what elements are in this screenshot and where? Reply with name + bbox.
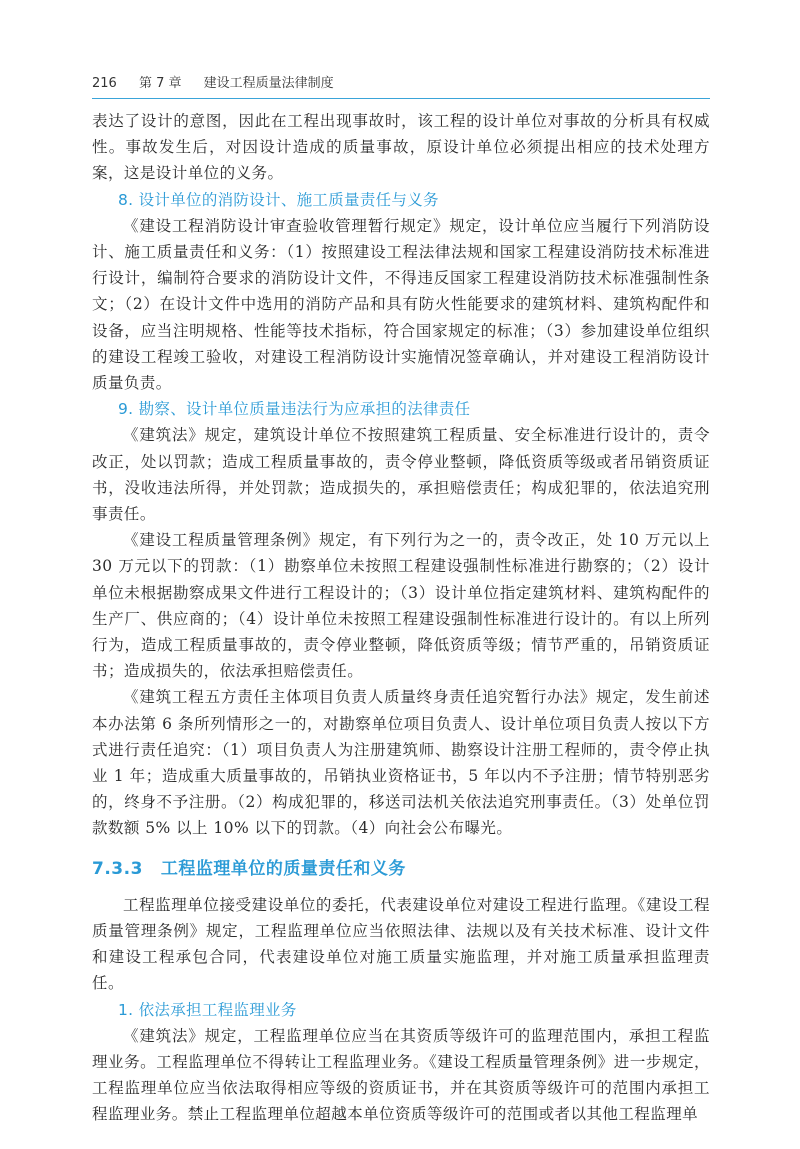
subheading-1: 1. 依法承担工程监理业务 (118, 1000, 297, 1019)
paragraph-3: 《建筑法》规定，建筑设计单位不按照建筑工程质量、安全标准进行设计的，责令改正，处以罚款；造成工程质量事故的，责令停业整顿，降低资质等级或者吊销资质证书，没收违法所得，并处罚款；造成损失的，承担赔偿责任；构成犯罪的，依法追究刑事责任。 (92, 426, 710, 524)
paragraph-4: 《建设工程质量管理条例》规定，有下列行为之一的，责令改正，处 10 万元以上 30 万元以下的罚款：（1）勘察单位未按照工程建设强制性标准进行勘察的；（2）设计单位未根据勘察成果文件进行工程设计的；（3）设计单位指定建筑材料、建筑构配件的生产厂、供应商的；（4）设计单位未按照工程建设强制性标准进行设计的。有以上所列行为，造成工程质量事故的，责令停业整顿，降低资质等级；情节严重的，吊销资质证书；造成损失的，依法承担赔偿责任。 (92, 531, 710, 681)
section-heading (92, 856, 710, 882)
running-header (92, 72, 710, 94)
page-number: 216 (92, 76, 117, 91)
paragraph-7: 《建筑法》规定，工程监理单位应当在其资质等级许可的监理范围内，承担工程监理业务。工程监理单位不得转让工程监理业务。《建设工程质量管理条例》进一步规定，工程监理单位应当依法取得相应等级的资质证书，并在其资质等级许可的范围内承担工程监理业务。禁止工程监理单位超越本单位资质等级许可的范围或者以其他工程监理单 (92, 1026, 710, 1124)
subheading-9: 9. 勘察、设计单位质量违法行为应承担的法律责任 (118, 400, 471, 419)
page-body (92, 108, 710, 1128)
section-title: 工程监理单位的质量责任和义务 (160, 858, 406, 879)
paragraph-1: 表达了设计的意图，因此在工程出现事故时，该工程的设计单位对事故的分析具有权威性。事故发生后，对因设计造成的质量事故，原设计单位必须提出相应的技术处理方案，这是设计单位的义务。 (92, 112, 710, 183)
header-rule (92, 98, 710, 99)
chapter-title: 建设工程质量法律制度 (203, 76, 334, 91)
paragraph-6: 工程监理单位接受建设单位的委托，代表建设单位对建设工程进行监理。《建设工程质量管理条例》规定，工程监理单位应当依照法律、法规以及有关技术标准、设计文件和建设工程承包合同，代表建设单位对施工质量实施监理，并对施工质量承担监理责任。 (92, 895, 710, 993)
section-number: 7.3.3 (92, 858, 143, 879)
chapter-label: 第 7 章 (138, 76, 182, 91)
subheading-8: 8. 设计单位的消防设计、施工质量责任与义务 (118, 190, 439, 209)
paragraph-5: 《建筑工程五方责任主体项目负责人质量终身责任追究暂行办法》规定，发生前述本办法第 6 条所列情形之一的，对勘察单位项目负责人、设计单位项目负责人按以下方式进行责任追究：（1）项目负责人为注册建筑师、勘察设计注册工程师的，责令停止执业 1 年；造成重大质量事故的，吊销执业资格证书，5 年以内不予注册；情节特别恶劣的，终身不予注册。（2）构成犯罪的，移送司法机关依法追究刑事责任。（3）处单位罚款数额 5% 以上 10% 以下的罚款。（4）向社会公布曝光。 (92, 688, 710, 838)
paragraph-2: 《建设工程消防设计审查验收管理暂行规定》规定，设计单位应当履行下列消防设计、施工质量责任和义务：（1）按照建设工程法律法规和国家工程建设消防技术标准进行设计，编制符合要求的消防设计文件，不得违反国家工程建设消防技术标准强制性条文；（2）在设计文件中选用的消防产品和具有防火性能要求的建筑材料、建筑构配件和设备，应当注明规格、性能等技术指标，符合国家规定的标准；（3）参加建设单位组织的建设工程竣工验收，对建设工程消防设计实施情况签章确认，并对建设工程消防设计质量负责。 (92, 216, 710, 393)
